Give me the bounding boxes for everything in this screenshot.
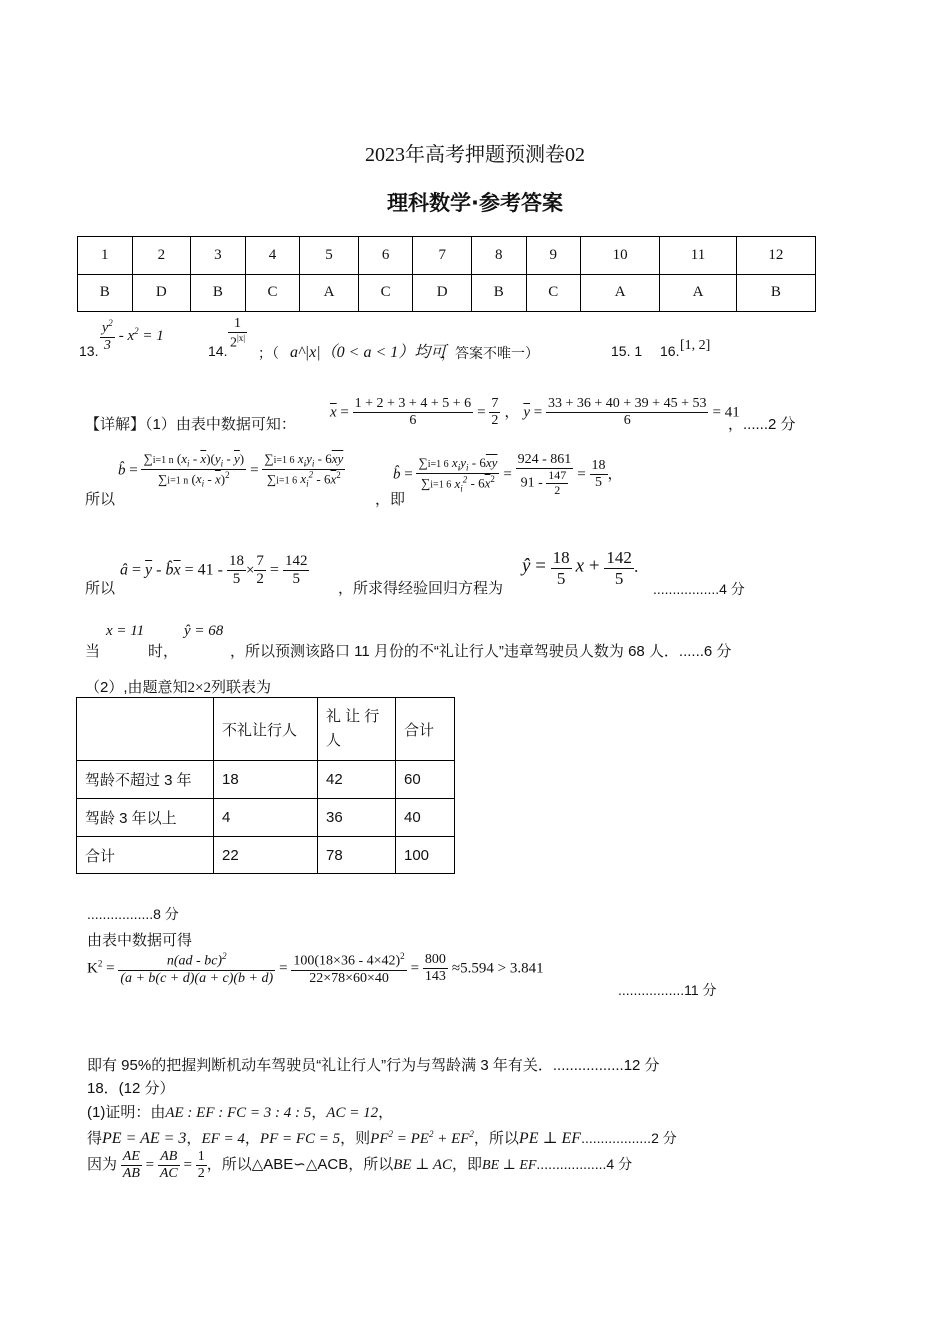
answer-table-number-row	[78, 237, 816, 275]
answer-cell: B	[191, 274, 246, 312]
line3-prefix: 所以	[85, 580, 116, 597]
table-cell: 驾龄 3 年以上	[77, 799, 214, 837]
table-row	[77, 698, 455, 761]
table-row	[77, 837, 455, 874]
k2-denominator: (a + b(c + d)(a + c)(b + d)	[120, 970, 274, 986]
b-den-frac-num: 147	[548, 468, 567, 483]
answer-cell: C	[526, 274, 581, 312]
line4-text: ，所以预测该路口 11 月份的不“礼让行人”违章驾驶员人数为 68 人．......6 分	[230, 643, 732, 660]
question-number: 12	[736, 237, 815, 275]
line4-when: 当	[85, 643, 101, 660]
question-number: 8	[472, 237, 527, 275]
q18-ratio: AE : EF : FC = 3 : 4 : 5	[165, 1105, 312, 1121]
table-cell: 36	[318, 799, 396, 837]
q14-alt-answer: a^|x|（0 < a < 1）均可	[290, 344, 447, 361]
answer-cell: A	[581, 274, 660, 312]
x-bar-value-denominator: 2	[491, 413, 499, 429]
answer-cell: A	[660, 274, 736, 312]
k2-numerator-2: 100(18×36 - 4×42)	[293, 953, 401, 969]
b-value-den: 5	[595, 475, 603, 491]
k2-result: ≈5.594 > 3.841	[451, 960, 544, 977]
b-hat-value: b̂ = $\frac{\sum i=1 6 x_iy_i - 6\overline{xy}}{\sum i=1 6 x_i^2 - 6\overline{x}^2}$ = 924 - 861 91 - $\frac{147}{2}$ = $\frac{18}{5}$ ，	[393, 452, 623, 497]
question-number: 5	[300, 237, 359, 275]
question-number: 1	[78, 237, 133, 275]
q18-perp-1: BE ⊥ AC	[393, 1157, 453, 1174]
line5-expr: 2×2	[187, 680, 211, 696]
line5-tail: 列联表为	[210, 679, 271, 696]
answer-cell: B	[736, 274, 815, 312]
y-bar-denominator: 6	[623, 413, 631, 429]
answer-cell: D	[413, 274, 472, 312]
table-row	[77, 799, 455, 837]
q13-label: 13.	[79, 343, 99, 359]
q18-l2-prefix: 得	[87, 1130, 103, 1147]
k2-numerator-3: 800	[423, 952, 448, 969]
table-data-text: 由表中数据可得	[87, 932, 193, 949]
table-cell: 60	[396, 761, 455, 799]
answer-table-answer-row	[78, 274, 816, 312]
score-4: .................4 分	[653, 581, 745, 597]
line3-text: ，所求得经验回归方程为	[338, 580, 504, 597]
q14-note: ，答案不唯一）	[441, 345, 539, 361]
line2-prefix: 所以	[85, 491, 116, 508]
q14-answer: $\frac{1}{2^{|x|}}$	[230, 316, 246, 351]
k2-formula: $K^2$ = $\frac{n(ad - bc)^2}{(a + b(c + d)(a + c)(b + d)}$ = $\frac{100(18\times 36 - 4\times 42)^2}{22\times 78\times 60\times 40}$ = $\frac{800}{143}$ ≈5.594 > 3.841	[87, 951, 544, 986]
line2-mid: ，即	[375, 491, 406, 508]
q13-answer: $\frac{y^2}{3}$ - $x^2 = 1$	[102, 318, 164, 353]
q16-label: 16.	[660, 343, 680, 359]
conclusion: 即有 95%的把握判断机动车驾驶员“礼让行人”行为与驾龄满 3 年有关．.................12 分	[87, 1057, 660, 1074]
q18-so: ，所以	[473, 1130, 519, 1147]
table-header: 不礼让行人	[214, 698, 318, 761]
table-header: 合计	[396, 698, 455, 761]
question-number: 4	[245, 237, 300, 275]
b-den-frac-den: 2	[554, 482, 561, 497]
answer-table	[77, 236, 816, 312]
regression-equation: ŷ = $\frac{18}{5}$ x + $\frac{142}{5}$ ．	[522, 548, 649, 588]
k2-label: K	[87, 960, 98, 977]
x-bar-numerator: 1 + 2 + 3 + 4 + 5 + 6	[353, 396, 473, 413]
answer-cell: C	[358, 274, 413, 312]
q18-pe: PE = AE = 3	[102, 1130, 187, 1147]
table-cell: 4	[214, 799, 318, 837]
q18-l3-prefix: 因为	[87, 1156, 118, 1174]
k2-denominator-2: 22×78×60×40	[309, 970, 389, 986]
q18-pf: PF = FC = 5	[259, 1131, 341, 1147]
x-bar-denominator: 6	[409, 413, 417, 429]
b-denominator-part: 91 -	[520, 475, 543, 491]
table-cell	[77, 698, 214, 761]
table-row	[77, 761, 455, 799]
table-cell: 驾龄不超过 3 年	[77, 761, 214, 799]
k2-denominator-3: 143	[424, 969, 446, 985]
q15-answer: 15. 1	[611, 343, 643, 359]
x-bar-formula: $\overline{x}$ = $\frac{1 + 2 + 3 + 4 + 5 + 6}{6}$ = $\frac{7}{2}$ ， $\overline{y}$ = $\frac{33 + 36 + 40 + 39 + 45 + 53}{6}$ = 41	[330, 396, 740, 429]
question-number: 2	[132, 237, 191, 275]
score-2: ，......2 分	[728, 416, 796, 433]
answer-cell: D	[132, 274, 191, 312]
answer-cell: B	[472, 274, 527, 312]
table-cell: 78	[318, 837, 396, 874]
table-cell: 18	[214, 761, 318, 799]
question-number: 6	[358, 237, 413, 275]
answer-cell: B	[78, 274, 133, 312]
q16-answer: [1, 2]	[680, 338, 711, 353]
score-q18-4: ..................4 分	[536, 1156, 633, 1173]
question-number: 10	[581, 237, 660, 275]
detail-intro: （1）由表中数据可知：	[145, 416, 296, 433]
q18-l3-text: ，所以△ABE∽△ACB，所以	[206, 1156, 394, 1174]
page-title: 2023年高考押题预测卷02	[365, 144, 585, 166]
detail-label: 【详解】	[85, 416, 146, 433]
q14-label: 14.	[208, 343, 228, 359]
question-number: 9	[526, 237, 581, 275]
table-cell: 40	[396, 799, 455, 837]
q18-ac: AC = 12	[326, 1105, 379, 1121]
table-cell: 100	[396, 837, 455, 874]
line5	[85, 676, 271, 697]
q18-l1-prefix: (1)证明：由	[87, 1104, 166, 1121]
answer-cell: A	[300, 274, 359, 312]
detail-line-1	[85, 413, 296, 434]
answer-cell: C	[245, 274, 300, 312]
q18-line-2: 得PE = AE = 3，EF = 4，PF = FC = 5，则$PF^2 = PE^2 + EF^2$，所以PE ⊥ EF..................2 分	[87, 1129, 677, 1147]
table-cell: 合计	[77, 837, 214, 874]
q18-perp: PE ⊥ EF	[518, 1130, 582, 1147]
score-11: .................11 分	[618, 982, 717, 998]
line4-x: x = 11	[106, 623, 145, 639]
table-header: 礼 让 行 人	[318, 698, 396, 761]
table-cell: 42	[318, 761, 396, 799]
q18-then: ，则	[340, 1130, 371, 1147]
q18-perp-2: BE ⊥ EF	[482, 1158, 537, 1174]
a-hat-formula: â = $\overline{y}$ - $b̂\overline{x} = 41$ - $\frac{18}{5}$ × $\frac{7}{2}$ = $\frac{142}{5}$	[120, 553, 308, 588]
b-hat-formula: b̂ = $\frac{\sum i=1 n (x_i - \overline{x})(y_i - \overline{y})}{\sum i=1 n (x_i - \overline{x})^2}$ = $\frac{\sum i=1 6 x_iy_i - 6\overline{xy}}{\sum i=1 6 x_i^2 - 6\overline{x}^2}$	[118, 451, 344, 489]
q18-line-3: 因为 $\frac{AE}{AB}$ = $\frac{AB}{AC}$ = $\frac{1}{2}$ ，所以△ABE∽△ACB，所以BE ⊥ AC，即BE ⊥ EF..................4 分	[87, 1149, 633, 1182]
y-bar-numerator: 33 + 36 + 40 + 39 + 45 + 53	[546, 396, 708, 413]
page-subtitle: 理科数学·参考答案	[387, 191, 563, 215]
b-value-num: 18	[590, 458, 608, 475]
question-number: 11	[660, 237, 736, 275]
score-q18-2: ..................2 分	[581, 1130, 677, 1146]
contingency-table	[76, 697, 455, 874]
line4-time: 时，	[148, 643, 179, 660]
score-8: .................8 分	[87, 906, 179, 922]
q18-ef: EF = 4	[201, 1131, 245, 1147]
k2-numerator: n(ad - bc)	[166, 953, 223, 969]
line5-text: （2）,由题意知	[85, 679, 188, 696]
q14-separator: ；（	[258, 345, 279, 361]
question-number: 7	[413, 237, 472, 275]
q18-line-1: (1)证明：由AE : EF : FC = 3 : 4 : 5，AC = 12，	[87, 1104, 394, 1121]
q18-ji: ，即	[452, 1156, 483, 1174]
question-number: 3	[191, 237, 246, 275]
table-cell: 22	[214, 837, 318, 874]
y-bar-value: 41	[724, 404, 740, 421]
line4-y: ŷ = 68	[184, 623, 224, 639]
q18-header: 18．(12 分）	[87, 1080, 175, 1097]
x-bar-value-numerator: 7	[489, 396, 500, 413]
b-numerator: 924 - 861	[516, 452, 574, 469]
